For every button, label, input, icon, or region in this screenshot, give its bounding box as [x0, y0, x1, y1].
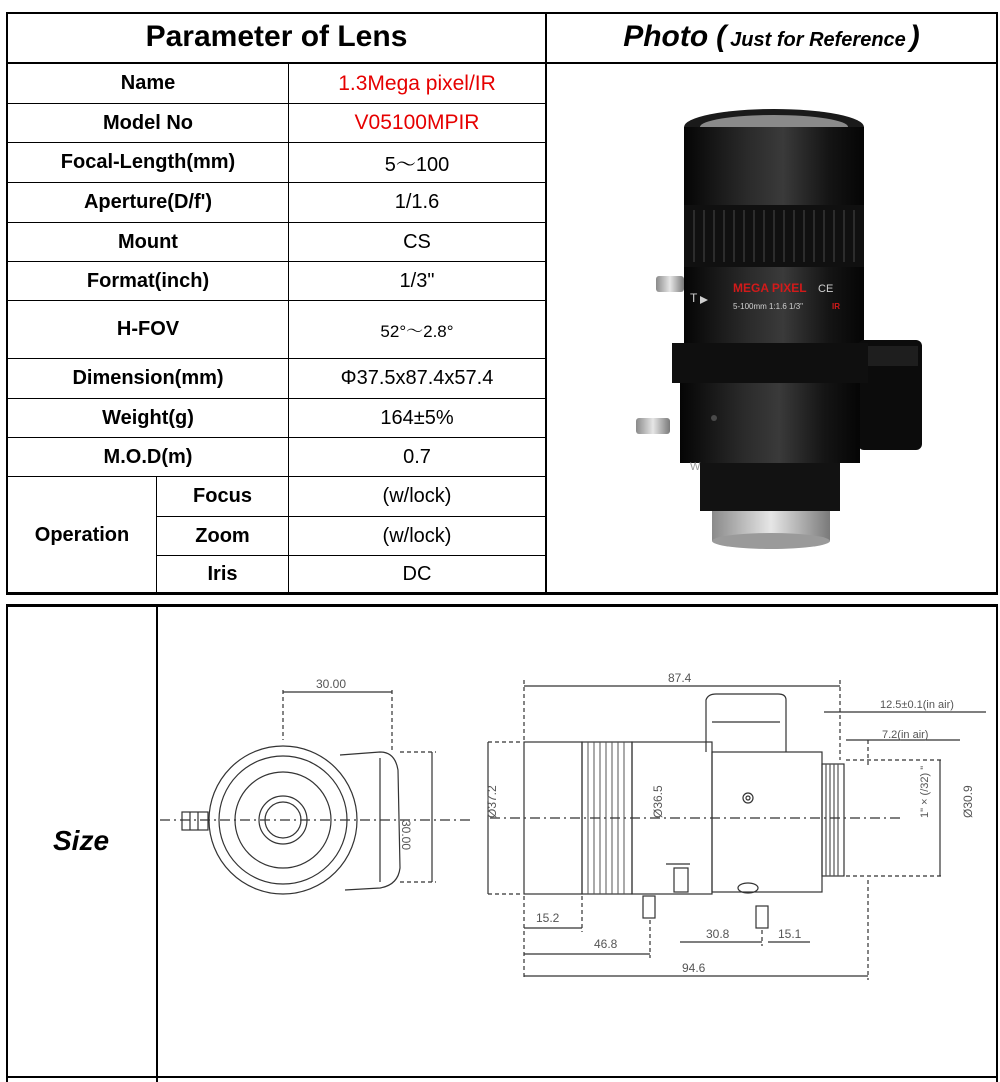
border-right: [996, 12, 998, 594]
lens-photo: [548, 64, 994, 592]
spec-value-mod: 0.7: [403, 445, 431, 468]
dim-mount-thread: 1" × (/32) ": [919, 765, 931, 818]
operation-focus-value: (w/lock): [382, 485, 452, 507]
dim-focus-pos: 46.8: [594, 937, 618, 951]
operation-zoom-label: Zoom: [195, 524, 250, 547]
dim-back-focal: 7.2(in air): [882, 729, 929, 741]
lens-ce-mark: CE: [818, 283, 834, 295]
spec-label-hfov: H-FOV: [116, 318, 180, 340]
dim-flange-back: 12.5±0.1(in air): [880, 699, 954, 711]
side-view-motor: [706, 694, 786, 752]
zoom-lock-knob: [656, 276, 684, 292]
spec-label-weight: Weight(g): [102, 406, 194, 429]
spec-value-mount: CS: [403, 230, 431, 253]
side-view-mount: [822, 764, 844, 876]
lens-brand-text: MEGA PIXEL: [733, 281, 807, 295]
size-border-bottom: [6, 1076, 998, 1078]
spec-value-focal: 5～100: [384, 154, 450, 176]
dim-zoom-pos: 30.8: [706, 927, 730, 941]
lens-rear-barrel: [680, 383, 860, 463]
lens-w-mark: W: [690, 461, 701, 473]
dim-front-height: 30.00: [399, 820, 413, 851]
photo-header-open: (: [716, 20, 727, 53]
spec-label-mount: Mount: [118, 230, 178, 253]
spec-value-dimension: Φ37.5x87.4x57.4: [340, 367, 494, 389]
spec-label-model: Model No: [103, 111, 193, 134]
dim-body-dia: Ø37.2: [485, 785, 499, 818]
photo-header-close: ): [909, 20, 920, 53]
lens-mid-ring: [672, 343, 868, 383]
lens-t-mark: T: [690, 291, 698, 305]
spec-label-focal: Focal-Length(mm): [60, 151, 236, 173]
dim-total-len: 94.6: [682, 961, 706, 975]
dim-front-width: 30.00: [316, 677, 347, 691]
dim-overall-length: 87.4: [668, 671, 692, 685]
dim-ring-dia: Ø36.5: [651, 785, 665, 818]
operation-zoom-value: (w/lock): [382, 524, 452, 547]
spec-value-model: V05100MPIR: [354, 111, 480, 134]
spec-label-format: Format(inch): [86, 269, 210, 292]
lens-base-ring: [700, 463, 840, 511]
spec-value-weight: 164±5%: [380, 406, 454, 429]
lens-spec-text: 5-100mm 1:1.6 1/3": [733, 302, 803, 311]
size-border-right: [996, 604, 998, 1082]
dim-mount-dia: Ø30.9: [961, 785, 975, 818]
side-view-rear-barrel: [712, 752, 822, 892]
spec-label-mod: M.O.D(m): [103, 445, 193, 468]
photo-header-main: Photo: [623, 20, 709, 53]
spec-value-aperture: 1/1.6: [394, 191, 440, 213]
spec-value-name: 1.3Mega pixel/IR: [338, 71, 496, 95]
dim-lock-pos: 15.1: [778, 927, 802, 941]
focus-lock-knob: [636, 418, 670, 434]
front-view-motor: [340, 752, 400, 890]
params-header: Parameter of Lens: [145, 20, 408, 53]
spec-label-aperture: Aperture(D/f'): [83, 191, 213, 213]
operation-iris-label: Iris: [207, 563, 238, 585]
lens-front-barrel: [684, 127, 864, 215]
divider-params-photo: [545, 12, 547, 594]
lens-ir-text: IR: [832, 302, 840, 311]
operation-iris-value: DC: [402, 563, 432, 585]
photo-header-sub: Just for Reference: [730, 28, 906, 51]
size-border-top: [6, 604, 998, 607]
spec-value-hfov: 52°～2.8°: [380, 322, 454, 341]
operation-focus-label: Focus: [193, 485, 252, 507]
size-divider: [156, 604, 158, 1082]
photo-header: [547, 12, 996, 62]
size-label: Size: [52, 825, 110, 856]
dim-front-len: 15.2: [536, 911, 560, 925]
spec-label-name: Name: [120, 72, 176, 94]
spec-value-format: 1/3": [399, 269, 435, 292]
lens-dimension-drawing: [160, 608, 994, 1074]
operation-label: Operation: [34, 523, 130, 546]
spec-label-dimension: Dimension(mm): [72, 367, 224, 389]
